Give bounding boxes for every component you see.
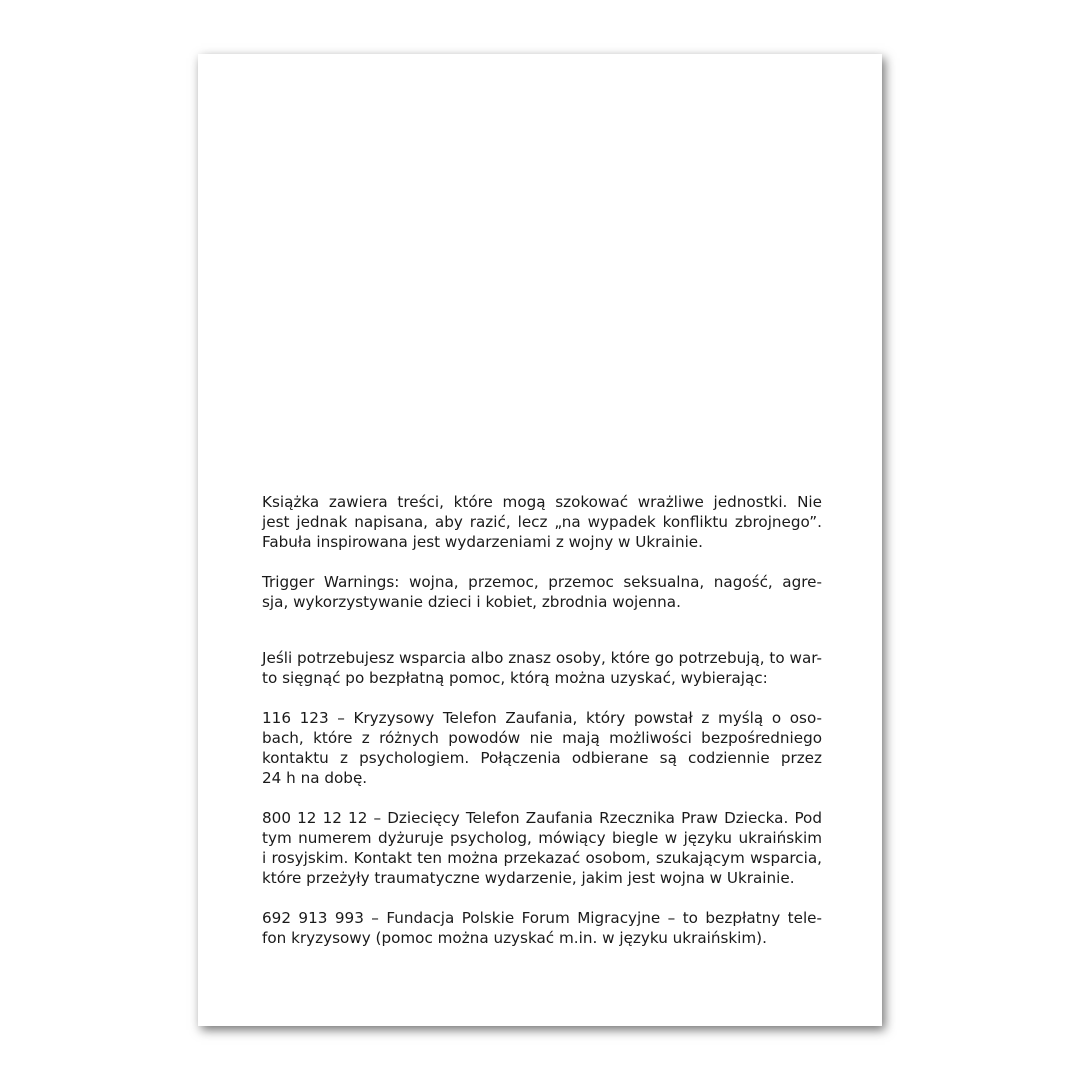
text-line: sja, wykorzystywanie dzieci i kobiet, zbrodnia wojenna. <box>262 593 681 611</box>
paragraph-spacer <box>262 788 822 808</box>
paragraph-support-intro <box>262 648 822 688</box>
text-line: tym numerem dyżuruje psycholog, mówiący biegle w języku ukraińskim <box>262 829 822 847</box>
text-line: Fabuła inspirowana jest wydarzeniami z wojny w Ukrainie. <box>262 533 703 551</box>
text-line: Jeśli potrzebujesz wsparcia albo znasz osoby, które go potrzebują, to war- <box>262 649 822 667</box>
paragraph-spacer <box>262 552 822 572</box>
text-line: 24 h na dobę. <box>262 769 368 787</box>
text-line: Trigger Warnings: wojna, przemoc, przemoc seksualna, nagość, agre- <box>262 573 822 591</box>
paragraph-helpline-692913993 <box>262 908 822 948</box>
text-line: Książka zawiera treści, które mogą szokować wrażliwe jednostki. Nie <box>262 493 822 511</box>
page-content <box>262 492 822 948</box>
text-line: 800 12 12 12 – Dziecięcy Telefon Zaufania Rzecznika Praw Dziecka. Pod <box>262 809 822 827</box>
text-line: bach, które z różnych powodów nie mają możliwości bezpośredniego <box>262 729 822 747</box>
text-line: 692 913 993 – Fundacja Polskie Forum Migracyjne – to bezpłatny tele- <box>262 909 822 927</box>
text-line: które przeżyły traumatyczne wydarzenie, jakim jest wojna w Ukrainie. <box>262 869 795 887</box>
paragraph-content-warning <box>262 492 822 552</box>
document-page <box>198 54 882 1026</box>
text-line: to sięgnąć po bezpłatną pomoc, którą można uzyskać, wybierając: <box>262 669 768 687</box>
paragraph-spacer <box>262 688 822 708</box>
paragraph-helpline-116123 <box>262 708 822 788</box>
text-line: fon kryzysowy (pomoc można uzyskać m.in. w języku ukraińskim). <box>262 929 767 947</box>
text-line: i rosyjskim. Kontakt ten można przekazać osobom, szukającym wsparcia, <box>262 849 822 867</box>
paragraph-helpline-800121212 <box>262 808 822 888</box>
paragraph-trigger-warnings <box>262 572 822 612</box>
paragraph-spacer <box>262 612 822 648</box>
text-line: kontaktu z psychologiem. Połączenia odbierane są codziennie przez <box>262 749 822 767</box>
text-line: jest jednak napisana, aby razić, lecz „na wypadek konfliktu zbrojnego”. <box>262 513 822 531</box>
paragraph-spacer <box>262 888 822 908</box>
text-line: 116 123 – Kryzysowy Telefon Zaufania, który powstał z myślą o oso- <box>262 709 822 727</box>
